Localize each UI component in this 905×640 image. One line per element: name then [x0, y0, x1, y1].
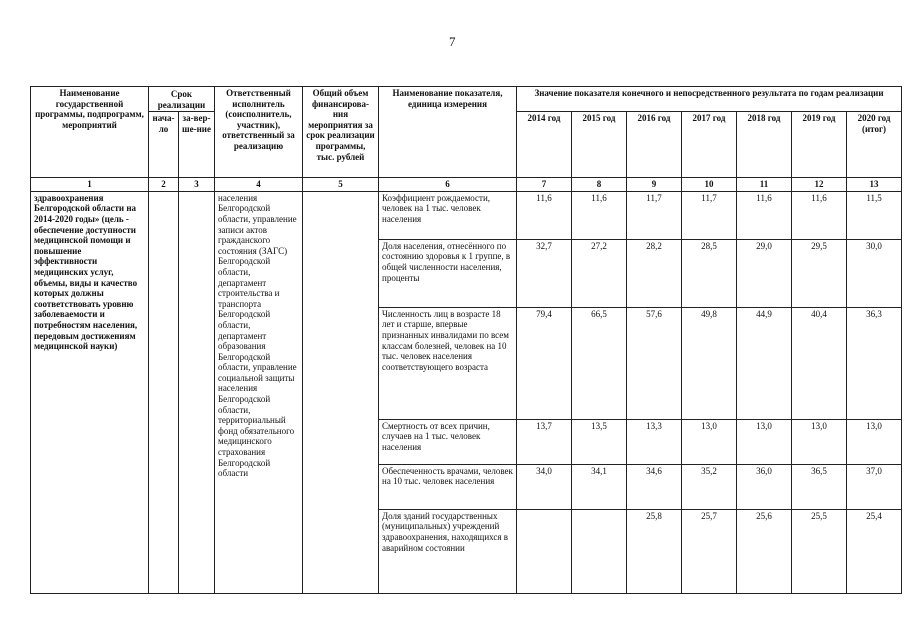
- header-term: Срок реализации: [149, 87, 215, 112]
- program-name-cell: здравоохранения Белгородской области на 2014-2020 годы» (цель - обеспечение доступности медицинской помощи и повышение эффективности медицинских услуг, объемы, виды и качество которых должны соответствовать уровню заболеваемости и потребностям населения, передовым достижениям медицинской науки): [31, 191, 149, 593]
- value-2018: 25,6: [737, 509, 792, 593]
- value-2015: 66,5: [572, 307, 627, 419]
- value-2017: 25,7: [682, 509, 737, 593]
- column-number: 11: [737, 178, 792, 192]
- value-2014: [517, 509, 572, 593]
- value-2019: 40,4: [792, 307, 847, 419]
- column-number: 9: [627, 178, 682, 192]
- value-2020: 13,0: [847, 419, 902, 464]
- column-number: 3: [179, 178, 215, 192]
- program-indicators-table: [30, 86, 902, 594]
- indicator-name: Обеспеченность врачами, человек на 10 тыс. человек населения: [379, 464, 517, 509]
- value-2017: 49,8: [682, 307, 737, 419]
- column-number: 7: [517, 178, 572, 192]
- value-2015: 13,5: [572, 419, 627, 464]
- value-2019: 36,5: [792, 464, 847, 509]
- header-name: Наименование государственной программы, подпрограмм, мероприятий: [31, 87, 149, 178]
- value-2018: 11,6: [737, 191, 792, 239]
- column-number: 13: [847, 178, 902, 192]
- header-responsible: Ответственный исполнитель (соисполнитель, участник), ответственный за реализацию: [215, 87, 303, 178]
- value-2014: 79,4: [517, 307, 572, 419]
- value-2018: 44,9: [737, 307, 792, 419]
- value-2015: 11,6: [572, 191, 627, 239]
- column-number: 5: [303, 178, 379, 192]
- value-2018: 36,0: [737, 464, 792, 509]
- column-number: 8: [572, 178, 627, 192]
- value-2014: 11,6: [517, 191, 572, 239]
- value-2017: 35,2: [682, 464, 737, 509]
- value-2016: 28,2: [627, 239, 682, 307]
- term-start-cell: [149, 191, 179, 593]
- column-number: 1: [31, 178, 149, 192]
- indicator-name: Численность лиц в возрасте 18 лет и старше, впервые признанных инвалидами по всем классам болезней, человек на 10 тыс. человек населения соответствующего возраста: [379, 307, 517, 419]
- value-2016: 25,8: [627, 509, 682, 593]
- responsible-cell: населения Белгородской области, управление записи актов гражданского состояния (ЗАГС) Белгородской области, департамент строительства и транспорта Белгородской области, департамент образования Белгородской области, управление социальной защиты населения Белгородской области, территориальный фонд обязательного медицинского страхования Белгородской области: [215, 191, 303, 593]
- value-2014: 34,0: [517, 464, 572, 509]
- value-2017: 28,5: [682, 239, 737, 307]
- header-term-start: нача-ло: [149, 112, 179, 178]
- term-end-cell: [179, 191, 215, 593]
- indicator-name: Коэффициент рождаемости, человек на 1 тыс. человек населения: [379, 191, 517, 239]
- indicator-row: [31, 191, 902, 239]
- value-2020: 37,0: [847, 464, 902, 509]
- indicator-name: Доля населения, отнесённого по состоянию здоровья к 1 группе, в общей численности населения, проценты: [379, 239, 517, 307]
- column-number: 4: [215, 178, 303, 192]
- column-number: 10: [682, 178, 737, 192]
- value-2018: 29,0: [737, 239, 792, 307]
- value-2015: [572, 509, 627, 593]
- value-2014: 13,7: [517, 419, 572, 464]
- value-2015: 27,2: [572, 239, 627, 307]
- value-2019: 29,5: [792, 239, 847, 307]
- value-2019: 11,6: [792, 191, 847, 239]
- header-year-2014: 2014 год: [517, 112, 572, 178]
- header-funding: Общий объем финансирова-ния мероприятия за срок реализации программы, тыс. рублей: [303, 87, 379, 178]
- header-year-2019: 2019 год: [792, 112, 847, 178]
- header-term-end: за-вер-ше-ние: [179, 112, 215, 178]
- value-2014: 32,7: [517, 239, 572, 307]
- header-year-2020: 2020 год (итог): [847, 112, 902, 178]
- value-2020: 36,3: [847, 307, 902, 419]
- value-2020: 30,0: [847, 239, 902, 307]
- header-year-2017: 2017 год: [682, 112, 737, 178]
- header-year-2016: 2016 год: [627, 112, 682, 178]
- value-2019: 25,5: [792, 509, 847, 593]
- value-2016: 34,6: [627, 464, 682, 509]
- indicator-name: Смертность от всех причин, случаев на 1 тыс. человек населения: [379, 419, 517, 464]
- value-2020: 11,5: [847, 191, 902, 239]
- header-year-2015: 2015 год: [572, 112, 627, 178]
- column-number-row: [31, 178, 902, 192]
- value-2016: 57,6: [627, 307, 682, 419]
- header-row-1: [31, 87, 902, 112]
- value-2019: 13,0: [792, 419, 847, 464]
- header-indicator: Наименование показателя, единица измерения: [379, 87, 517, 178]
- column-number: 6: [379, 178, 517, 192]
- value-2020: 25,4: [847, 509, 902, 593]
- column-number: 2: [149, 178, 179, 192]
- value-2016: 13,3: [627, 419, 682, 464]
- column-number: 12: [792, 178, 847, 192]
- indicator-name: Доля зданий государственных (муниципальных) учреждений здравоохранения, находящихся в аварийном состоянии: [379, 509, 517, 593]
- value-2015: 34,1: [572, 464, 627, 509]
- page-number: 7: [449, 34, 456, 49]
- value-2018: 13,0: [737, 419, 792, 464]
- funding-cell: [303, 191, 379, 593]
- value-2017: 11,7: [682, 191, 737, 239]
- header-values-group: Значение показателя конечного и непосредственного результата по годам реализации: [517, 87, 902, 112]
- header-year-2018: 2018 год: [737, 112, 792, 178]
- value-2017: 13,0: [682, 419, 737, 464]
- value-2016: 11,7: [627, 191, 682, 239]
